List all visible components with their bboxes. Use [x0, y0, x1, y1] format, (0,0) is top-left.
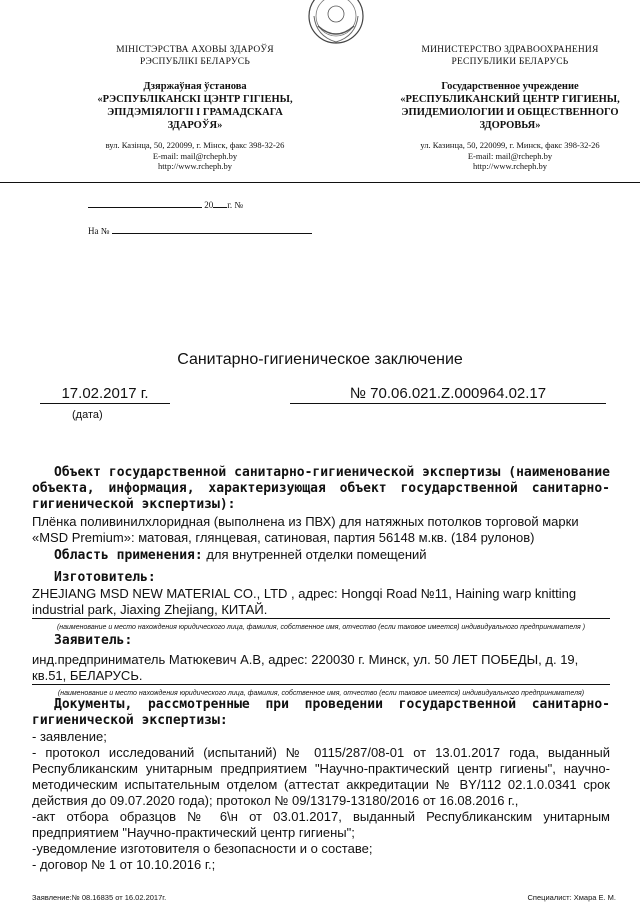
address-ru [380, 140, 640, 172]
list-item: -акт отбора образцов № 6\н от 03.01.2017, выданный Республиканским унитарным предприятием "Научно-практический центр гигиены"; [32, 809, 610, 840]
applicant-section [32, 633, 610, 702]
applicant-label: Заявитель: [54, 633, 133, 648]
website-line: http://www.rcheph.by [157, 161, 233, 171]
application-area [32, 547, 610, 564]
institution-line: «РЕСПУБЛИКАНСКИЙ ЦЕНТР ГИГИЕНЫ, [400, 94, 620, 105]
ministry-name-ru [380, 44, 640, 68]
website-line: http://www.rcheph.by [472, 161, 548, 171]
institution-line: «РЭСПУБЛІКАНСКІ ЦЭНТР ГІГІЕНЫ, [97, 94, 293, 105]
list-item: - протокол исследований (испытаний) № 0115/287/08-01 от 13.01.2017 года, выданный Республиканским унитарным предприятием "Научно-практический центр гигиены", научно-методическим испытательным отделом (аттестат аккредитации № BY/112 02.1.0.0341 срок действия до 09.07.2020 года); протокол № 09/13179-13180/2016 от 16.08.2016 г., [32, 745, 610, 808]
list-item: -уведомление изготовителя о безопасности и о составе; [32, 841, 373, 856]
object-text: Плёнка поливинилхлоридная (выполнена из ПВХ) для натяжных потолков торговой марки «MSD Premium»: матовая, глянцевая, сатиновая, партия 56148 м.кв. (184 рулонов) [32, 514, 579, 545]
conclusion-number-value: № 70.06.021.Z.000964.02.17 [349, 385, 547, 402]
institution-name-ru [380, 80, 640, 132]
manufacturer-section [32, 570, 610, 636]
header-divider [0, 182, 640, 183]
reg-year-suffix: г. № [227, 200, 244, 210]
conclusion-number [290, 385, 606, 404]
footer-application-ref: Заявление:№ 08.16835 от 16.02.2017г. [32, 893, 167, 902]
reply-to-blank [112, 233, 312, 234]
applicant-caption: (наименование и место нахождения юридического лица, фамилия, собственное имя, отчество (если таковое имеется) индивидуального предпринимателя) [57, 690, 585, 697]
ministry-line: МИНИСТЕРСТВО ЗДРАВООХРАНЕНИЯ [421, 45, 599, 55]
footer-specialist: Специалист: Хмара Е. М. [527, 893, 616, 902]
institution-line: ЭПИДЕМИОЛОГИИ И ОБЩЕСТВЕННОГО [401, 107, 619, 118]
manufacturer-caption: (наименование и место нахождения юридического лица, фамилия, собственное имя, отчество (если таковое имеется) индивидуального предпринимателя ) [56, 624, 586, 631]
header-left [70, 44, 320, 172]
documents-list [32, 729, 610, 873]
conclusion-date [40, 385, 170, 404]
email-line: E-mail: mail@rcheph.by [467, 150, 553, 161]
conclusion-date-value: 17.02.2017 г. [61, 385, 149, 402]
manufacturer-label: Изготовитель: [54, 570, 156, 585]
institution-line: ЭПІДЭМІЯЛОГІІ І ГРАМАДСКАГА [107, 107, 283, 118]
ministry-line: РЭСПУБЛІКІ БЕЛАРУСЬ [140, 57, 250, 67]
date-caption: (дата) [72, 409, 103, 421]
object-heading: Объект государственной санитарно-гигиенической экспертизы (наименование объекта, информация, характеризующая объект государственной санитарно-гигиенической экспертизы): [32, 465, 610, 512]
reg-number-line [88, 200, 288, 210]
ministry-name-by [70, 44, 320, 68]
reply-to-line [88, 226, 328, 236]
reg-year-blank [213, 207, 227, 208]
object-section [32, 465, 610, 564]
belarus-emblem-icon [306, 0, 366, 46]
institution-line: Дзяржаўная ўстанова [143, 81, 247, 92]
document-title: Санитарно-гигиеническое заключение [177, 351, 463, 368]
institution-line: ЗДОРОВЬЯ» [479, 120, 541, 131]
header-right [380, 44, 640, 172]
application-area-label: Область применения: [54, 548, 203, 563]
applicant-text: инд.предприниматель Матюкевич А.В, адрес: 220030 г. Минск, ул. 50 ЛЕТ ПОБЕДЫ, д. 19, кв.51, БЕЛАРУСЬ. [32, 652, 610, 685]
institution-line: Государственное учреждение [441, 81, 579, 92]
institution-line: ЗДАРОЎЯ» [167, 120, 223, 131]
documents-heading: Документы, рассмотренные при проведении государственной санитарно-гигиенической экспертизы: [32, 697, 610, 728]
manufacturer-text: ZHEJIANG MSD NEW MATERIAL CO., LTD , адрес: Hongqi Road №11, Haining warp knitting industrial park, Jiaxing Zhejiang, КИТАЙ. [32, 586, 610, 619]
address-line: ул. Казинца, 50, 220099, г. Минск, факс 398-32-26 [420, 140, 600, 150]
application-area-value: для внутренней отделки помещений [206, 547, 427, 562]
address-line: вул. Казінца, 50, 220099, г. Мінск, факс 398-32-26 [105, 140, 285, 150]
reg-date-blank [88, 207, 202, 208]
documents-section [32, 697, 610, 873]
reply-to-label: На № [88, 226, 110, 236]
email-line: E-mail: mail@rcheph.by [152, 150, 238, 161]
ministry-line: РЕСПУБЛИКИ БЕЛАРУСЬ [451, 57, 569, 67]
address-by [70, 140, 320, 172]
ministry-line: МІНІСТЭРСТВА АХОВЫ ЗДАРОЎЯ [116, 45, 274, 55]
institution-name-by [70, 80, 320, 132]
list-item: - заявление; [32, 729, 107, 744]
reg-year-prefix: 20 [204, 200, 214, 210]
list-item: - договор № 1 от 10.10.2016 г.; [32, 857, 216, 872]
